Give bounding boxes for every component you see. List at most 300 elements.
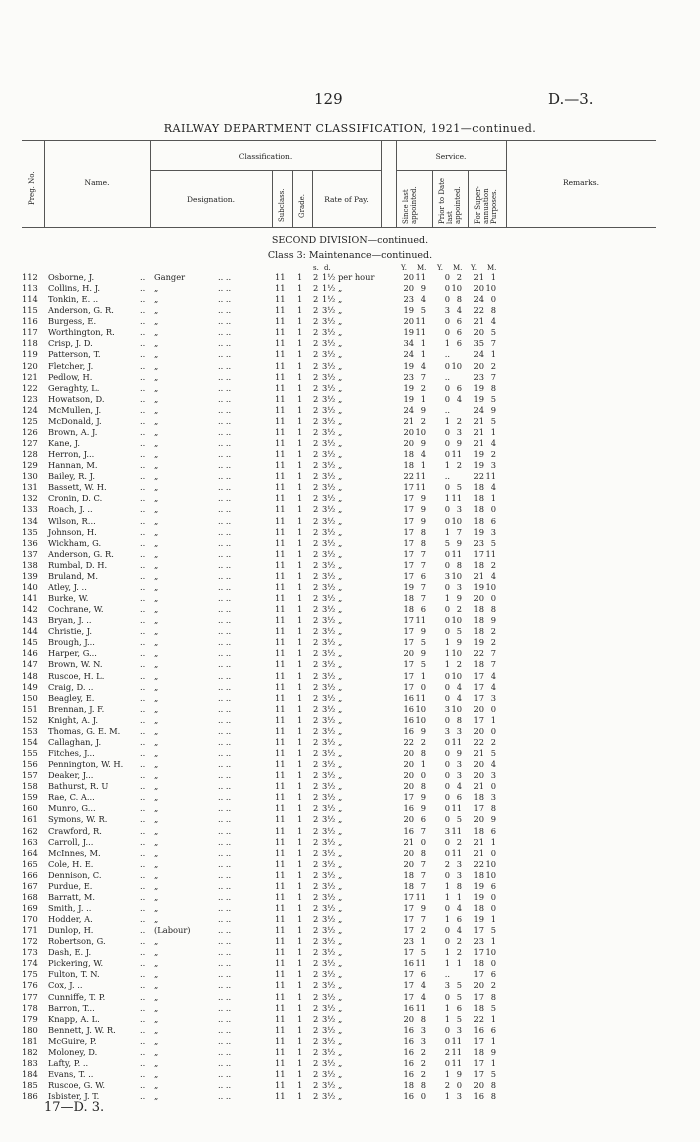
rate-pence-cell: 3½ xyxy=(322,1080,336,1091)
grade-cell: 1 xyxy=(297,648,303,659)
reg-no-cell: 175 xyxy=(22,969,38,980)
rate-shillings-cell: 2 xyxy=(313,471,319,482)
rate-pence-cell: 3½ xyxy=(322,371,336,382)
leader-dots: .. .. xyxy=(218,526,232,537)
rate-unit-cell: „ xyxy=(338,482,343,493)
name-cell: Anderson, G. R. xyxy=(48,305,114,316)
prior-months-cell: 4 xyxy=(456,393,462,404)
since-years-cell: 17 xyxy=(403,548,414,559)
rate-unit-cell: „ xyxy=(338,537,343,548)
prior-months-cell: 11 xyxy=(451,736,462,747)
prior-months-cell: 10 xyxy=(451,615,462,626)
since-months-cell: 5 xyxy=(420,637,426,648)
rate-pence-cell: 3½ xyxy=(322,559,336,570)
super-years-cell: 21 xyxy=(473,316,484,327)
super-months-cell: 2 xyxy=(490,449,496,460)
super-months-cell: 8 xyxy=(490,305,496,316)
grade-cell: 1 xyxy=(297,1024,303,1035)
rate-pence-cell: 3½ xyxy=(322,858,336,869)
super-years-cell: 18 xyxy=(473,515,484,526)
reg-no-cell: 171 xyxy=(22,925,38,936)
designation-cell: „ xyxy=(154,482,159,493)
rate-shillings-cell: 2 xyxy=(313,958,319,969)
super-years-cell: 24 xyxy=(473,294,484,305)
grade-cell: 1 xyxy=(297,316,303,327)
grade-cell: 1 xyxy=(297,803,303,814)
prior-months-cell: 9 xyxy=(456,748,462,758)
since-years-cell: 16 xyxy=(403,958,414,969)
designation-cell: „ xyxy=(154,748,159,758)
super-years-cell: 16 xyxy=(473,1024,484,1035)
prior-months-cell: 9 xyxy=(456,593,462,604)
leader-dots: .. xyxy=(140,482,146,493)
super-years-cell: 19 xyxy=(473,581,484,592)
leader-dots: .. xyxy=(140,847,146,858)
grade-cell: 1 xyxy=(297,725,303,736)
leader-dots: .. xyxy=(140,902,146,913)
designation-cell: „ xyxy=(154,902,159,913)
subclass-cell: 11 xyxy=(275,526,286,537)
leader-dots: .. xyxy=(140,736,146,747)
reg-no-cell: 154 xyxy=(22,736,38,747)
designation-cell: „ xyxy=(154,626,159,637)
rate-pence-cell: 3½ xyxy=(322,426,336,437)
designation-cell: „ xyxy=(154,1091,159,1102)
leader-dots: .. xyxy=(140,382,146,393)
grade-cell: 1 xyxy=(297,759,303,770)
header-top-rule xyxy=(22,140,656,141)
grade-cell: 1 xyxy=(297,703,303,714)
leader-dots: .. .. xyxy=(218,670,232,681)
leader-dots: .. xyxy=(140,294,146,305)
table-row xyxy=(0,826,700,836)
leader-dots: .. .. xyxy=(218,604,232,615)
leader-dots: .. xyxy=(140,526,146,537)
subclass-cell: 11 xyxy=(275,338,286,349)
table-row xyxy=(0,892,700,902)
table-row xyxy=(0,471,700,481)
rate-shillings-cell: 2 xyxy=(313,515,319,526)
prior-years-cell: 0 xyxy=(444,504,450,515)
since-years-cell: 17 xyxy=(403,637,414,648)
prior-years-cell: 0 xyxy=(444,714,450,725)
prior-years-cell: .. xyxy=(444,969,450,980)
leader-dots: .. .. xyxy=(218,792,232,803)
name-cell: Symons, W. R. xyxy=(48,814,108,825)
leader-dots: .. .. xyxy=(218,449,232,460)
rate-pence-cell: 3½ xyxy=(322,393,336,404)
prior-years-cell: 0 xyxy=(444,426,450,437)
grade-cell: 1 xyxy=(297,714,303,725)
rate-unit-cell: „ xyxy=(338,880,343,891)
grade-cell: 1 xyxy=(297,393,303,404)
rate-shillings-cell: 2 xyxy=(313,925,319,936)
name-cell: Ruscoe, G. W. xyxy=(48,1080,105,1091)
designation-cell: „ xyxy=(154,404,159,415)
prior-years-cell: 1 xyxy=(444,891,450,902)
rate-unit-cell: „ xyxy=(338,1046,343,1057)
grade-cell: 1 xyxy=(297,880,303,891)
name-cell: Geraghty, L. xyxy=(48,382,100,393)
designation-cell: „ xyxy=(154,493,159,504)
super-years-cell: 20 xyxy=(473,725,484,736)
table-row xyxy=(0,958,700,968)
since-years-cell: 17 xyxy=(403,980,414,991)
prior-years-cell: 0 xyxy=(444,393,450,404)
grade-cell: 1 xyxy=(297,825,303,836)
grade-cell: 1 xyxy=(297,471,303,482)
reg-no-cell: 114 xyxy=(22,294,38,305)
since-years-cell: 16 xyxy=(403,1057,414,1068)
reg-no-cell: 170 xyxy=(22,914,38,925)
prior-years-cell: 3 xyxy=(444,570,450,581)
super-months-cell: 8 xyxy=(490,803,496,814)
name-cell: Patterson, T. xyxy=(48,349,101,360)
grade-cell: 1 xyxy=(297,360,303,371)
grade-cell: 1 xyxy=(297,415,303,426)
prior-years-cell: 0 xyxy=(444,559,450,570)
super-months-cell: 4 xyxy=(490,670,496,681)
prior-years-cell: 0 xyxy=(444,902,450,913)
table-row xyxy=(0,383,700,393)
grade-cell: 1 xyxy=(297,272,303,282)
super-months-cell: 1 xyxy=(490,349,496,360)
since-months-cell: 4 xyxy=(420,360,426,371)
subclass-cell: 11 xyxy=(275,327,286,338)
table-row xyxy=(0,361,700,371)
leader-dots: .. .. xyxy=(218,1091,232,1102)
rate-unit-cell: „ xyxy=(338,471,343,482)
prior-years-cell: 0 xyxy=(444,803,450,814)
table-row xyxy=(0,726,700,736)
leader-dots: .. .. xyxy=(218,360,232,371)
rate-shillings-cell: 2 xyxy=(313,460,319,471)
rate-unit-cell: „ xyxy=(338,703,343,714)
reg-no-cell: 125 xyxy=(22,415,38,426)
subclass-cell: 11 xyxy=(275,947,286,958)
table-row xyxy=(0,272,700,282)
leader-dots: .. xyxy=(140,537,146,548)
grade-cell: 1 xyxy=(297,1080,303,1091)
prior-months-cell: 6 xyxy=(456,792,462,803)
super-months-cell: 2 xyxy=(490,360,496,371)
reg-no-cell: 174 xyxy=(22,958,38,969)
since-months-cell: 1 xyxy=(420,393,426,404)
prior-years-cell: 0 xyxy=(444,272,450,282)
rate-unit-cell: „ xyxy=(338,914,343,925)
prior-years-cell: 0 xyxy=(444,814,450,825)
rate-pence-cell: 3½ xyxy=(322,537,336,548)
leader-dots: .. .. xyxy=(218,914,232,925)
header-bottom-rule xyxy=(22,227,656,228)
rate-shillings-cell: 2 xyxy=(313,504,319,515)
designation-cell: „ xyxy=(154,736,159,747)
grade-cell: 1 xyxy=(297,593,303,604)
subclass-cell: 11 xyxy=(275,1024,286,1035)
rate-pence-cell: 3½ xyxy=(322,415,336,426)
super-years-cell: 16 xyxy=(473,1091,484,1102)
name-cell: Bruland, M. xyxy=(48,570,99,581)
prior-months-cell: 5 xyxy=(456,991,462,1002)
since-years-cell: 23 xyxy=(403,936,414,947)
subclass-cell: 11 xyxy=(275,283,286,294)
since-years-cell: 22 xyxy=(403,471,414,482)
super-months-cell: 5 xyxy=(490,925,496,936)
designation-cell: „ xyxy=(154,880,159,891)
prior-months-cell: 3 xyxy=(456,725,462,736)
since-years-cell: 17 xyxy=(403,493,414,504)
subclass-cell: 11 xyxy=(275,393,286,404)
super-years-cell: 21 xyxy=(473,570,484,581)
subclass-cell: 11 xyxy=(275,980,286,991)
grade-cell: 1 xyxy=(297,936,303,947)
super-months-cell: 3 xyxy=(490,792,496,803)
rate-shillings-cell: 2 xyxy=(313,615,319,626)
leader-dots: .. .. xyxy=(218,504,232,515)
designation-cell: „ xyxy=(154,914,159,925)
since-months-cell: 8 xyxy=(420,847,426,858)
name-cell: Dunlop, H. xyxy=(48,925,94,936)
since-months-cell: 7 xyxy=(420,858,426,869)
rate-unit-cell: „ xyxy=(338,947,343,958)
rate-pence-cell: 3½ xyxy=(322,570,336,581)
prior-years-cell: 0 xyxy=(444,1057,450,1068)
grade-cell: 1 xyxy=(297,283,303,294)
subclass-cell: 11 xyxy=(275,1002,286,1013)
reg-no-cell: 137 xyxy=(22,548,38,559)
leader-dots: .. xyxy=(140,936,146,947)
division-title: SECOND DIVISION—continued. xyxy=(271,235,429,246)
name-cell: Burke, W. xyxy=(48,593,89,604)
grade-cell: 1 xyxy=(297,902,303,913)
since-months-cell: 4 xyxy=(420,294,426,305)
leader-dots: .. .. xyxy=(218,272,232,282)
prior-years-cell: 1 xyxy=(444,947,450,958)
prior-years-cell: 0 xyxy=(444,736,450,747)
prior-years-cell: .. xyxy=(444,371,450,382)
rate-unit-cell: „ xyxy=(338,781,343,792)
super-months-cell: 4 xyxy=(490,759,496,770)
since-years-cell: 17 xyxy=(403,925,414,936)
grade-cell: 1 xyxy=(297,449,303,460)
rate-shillings-cell: 2 xyxy=(313,604,319,615)
leader-dots: .. xyxy=(140,272,146,282)
rate-unit-cell: „ xyxy=(338,714,343,725)
rate-unit-cell: „ xyxy=(338,637,343,648)
name-cell: Fletcher, J. xyxy=(48,360,94,371)
header-service: Service. xyxy=(435,152,467,161)
super-months-cell: 1 xyxy=(490,714,496,725)
name-cell: Carroll, J... xyxy=(48,836,94,847)
designation-cell: „ xyxy=(154,759,159,770)
subclass-cell: 11 xyxy=(275,803,286,814)
since-months-cell: 6 xyxy=(420,969,426,980)
since-months-cell: 2 xyxy=(420,382,426,393)
prior-months-cell: 6 xyxy=(456,327,462,338)
subclass-cell: 11 xyxy=(275,770,286,781)
super-months-cell: 2 xyxy=(490,736,496,747)
table-row xyxy=(0,493,700,503)
name-cell: Smith, J. .. xyxy=(48,902,92,913)
since-years-cell: 19 xyxy=(403,393,414,404)
prior-years-cell: 0 xyxy=(444,581,450,592)
super-years-cell: 24 xyxy=(473,404,484,415)
since-months-cell: 8 xyxy=(420,526,426,537)
designation-cell: „ xyxy=(154,393,159,404)
super-months-cell: 1 xyxy=(490,914,496,925)
subclass-cell: 11 xyxy=(275,305,286,316)
table-row xyxy=(0,372,700,382)
leader-dots: .. xyxy=(140,1091,146,1102)
designation-cell: „ xyxy=(154,581,159,592)
since-months-cell: 6 xyxy=(420,570,426,581)
designation-cell: „ xyxy=(154,305,159,316)
super-years-cell: 19 xyxy=(473,382,484,393)
super-months-cell: 11 xyxy=(485,471,496,482)
since-months-cell: 4 xyxy=(420,980,426,991)
since-months-cell: 11 xyxy=(415,1002,426,1013)
table-row xyxy=(0,549,700,559)
designation-cell: „ xyxy=(154,869,159,880)
grade-cell: 1 xyxy=(297,581,303,592)
reg-no-cell: 158 xyxy=(22,781,38,792)
rate-pence-cell: 3½ xyxy=(322,825,336,836)
since-months-cell: 9 xyxy=(420,283,426,294)
designation-cell: „ xyxy=(154,1080,159,1091)
table-row xyxy=(0,947,700,957)
rate-shillings-cell: 2 xyxy=(313,581,319,592)
name-cell: Rae, C. A... xyxy=(48,792,95,803)
super-months-cell: 0 xyxy=(490,593,496,604)
designation-cell: „ xyxy=(154,283,159,294)
grade-cell: 1 xyxy=(297,659,303,670)
super-years-cell: 18 xyxy=(473,504,484,515)
prior-months-cell: 11 xyxy=(451,803,462,814)
since-months-cell: 5 xyxy=(420,305,426,316)
reg-no-cell: 115 xyxy=(22,305,38,316)
prior-months-cell: 1 xyxy=(456,891,462,902)
leader-dots: .. xyxy=(140,670,146,681)
grade-cell: 1 xyxy=(297,869,303,880)
super-months-cell: 9 xyxy=(490,1046,496,1057)
rate-unit-cell: „ xyxy=(338,991,343,1002)
since-months-cell: 10 xyxy=(415,426,426,437)
since-months-cell: 7 xyxy=(420,371,426,382)
super-years-cell: 17 xyxy=(473,1035,484,1046)
rate-pence-cell: 3½ xyxy=(322,648,336,659)
prior-years-cell: 1 xyxy=(444,880,450,891)
reg-no-cell: 144 xyxy=(22,626,38,637)
since-years-cell: 18 xyxy=(403,604,414,615)
since-years-cell: 17 xyxy=(403,969,414,980)
col-divider xyxy=(381,140,382,227)
table-row xyxy=(0,1036,700,1046)
since-years-cell: 17 xyxy=(403,902,414,913)
rate-shillings-cell: 2 xyxy=(313,404,319,415)
leader-dots: .. xyxy=(140,714,146,725)
name-cell: Kane, J. xyxy=(48,438,80,449)
grade-cell: 1 xyxy=(297,914,303,925)
grade-cell: 1 xyxy=(297,1046,303,1057)
reg-no-cell: 124 xyxy=(22,404,38,415)
prior-months-cell: 8 xyxy=(456,880,462,891)
super-years-cell: 19 xyxy=(473,393,484,404)
rate-shillings-cell: 2 xyxy=(313,1080,319,1091)
rate-pence-cell: 3½ xyxy=(322,814,336,825)
name-cell: Purdue, E. xyxy=(48,880,93,891)
leader-dots: .. .. xyxy=(218,404,232,415)
leader-dots: .. xyxy=(140,404,146,415)
leader-dots: .. .. xyxy=(218,692,232,703)
grade-cell: 1 xyxy=(297,1069,303,1080)
super-months-cell: 1 xyxy=(490,272,496,282)
rate-pence-cell: 3½ xyxy=(322,438,336,449)
super-months-cell: 5 xyxy=(490,537,496,548)
prior-months-cell: 5 xyxy=(456,626,462,637)
designation-cell: (Labour) xyxy=(154,925,191,936)
reg-no-cell: 169 xyxy=(22,902,38,913)
designation-cell: „ xyxy=(154,327,159,338)
leader-dots: .. xyxy=(140,1069,146,1080)
leader-dots: .. .. xyxy=(218,327,232,338)
subclass-cell: 11 xyxy=(275,559,286,570)
designation-cell: „ xyxy=(154,770,159,781)
rate-pence-cell: 3½ xyxy=(322,1091,336,1102)
grade-cell: 1 xyxy=(297,670,303,681)
rate-shillings-cell: 2 xyxy=(313,482,319,493)
table-row xyxy=(0,704,700,714)
table-row xyxy=(0,848,700,858)
prior-years-cell: 0 xyxy=(444,515,450,526)
leader-dots: .. xyxy=(140,316,146,327)
prior-years-cell: 1 xyxy=(444,659,450,670)
grade-cell: 1 xyxy=(297,504,303,515)
rate-unit-cell: „ xyxy=(338,1091,343,1102)
subclass-cell: 11 xyxy=(275,460,286,471)
prior-years-cell: 0 xyxy=(444,283,450,294)
rate-unit-cell: „ xyxy=(338,415,343,426)
grade-cell: 1 xyxy=(297,559,303,570)
designation-cell: „ xyxy=(154,415,159,426)
subclass-cell: 11 xyxy=(275,360,286,371)
reg-no-cell: 181 xyxy=(22,1035,38,1046)
prior-years-cell: 1 xyxy=(444,1091,450,1102)
grade-cell: 1 xyxy=(297,460,303,471)
rate-pence-cell: 3½ xyxy=(322,604,336,615)
designation-cell: „ xyxy=(154,858,159,869)
rate-unit-cell: „ xyxy=(338,593,343,604)
leader-dots: .. .. xyxy=(218,781,232,792)
prior-years-cell: 0 xyxy=(444,360,450,371)
super-years-cell: 18 xyxy=(473,626,484,637)
super-months-cell: 7 xyxy=(490,371,496,382)
rate-shillings-cell: 2 xyxy=(313,327,319,338)
prior-months-cell: 10 xyxy=(451,515,462,526)
prior-months-cell: 3 xyxy=(456,426,462,437)
leader-dots: .. xyxy=(140,703,146,714)
prior-years-cell: 0 xyxy=(444,670,450,681)
since-months-cell: 11 xyxy=(415,327,426,338)
reg-no-cell: 127 xyxy=(22,438,38,449)
leader-dots: .. .. xyxy=(218,1024,232,1035)
prior-months-cell: 1 xyxy=(456,958,462,969)
reg-no-cell: 185 xyxy=(22,1080,38,1091)
grade-cell: 1 xyxy=(297,958,303,969)
super-years-cell: 19 xyxy=(473,914,484,925)
unit-months: M. xyxy=(417,264,427,272)
leader-dots: .. xyxy=(140,360,146,371)
table-row xyxy=(0,682,700,692)
